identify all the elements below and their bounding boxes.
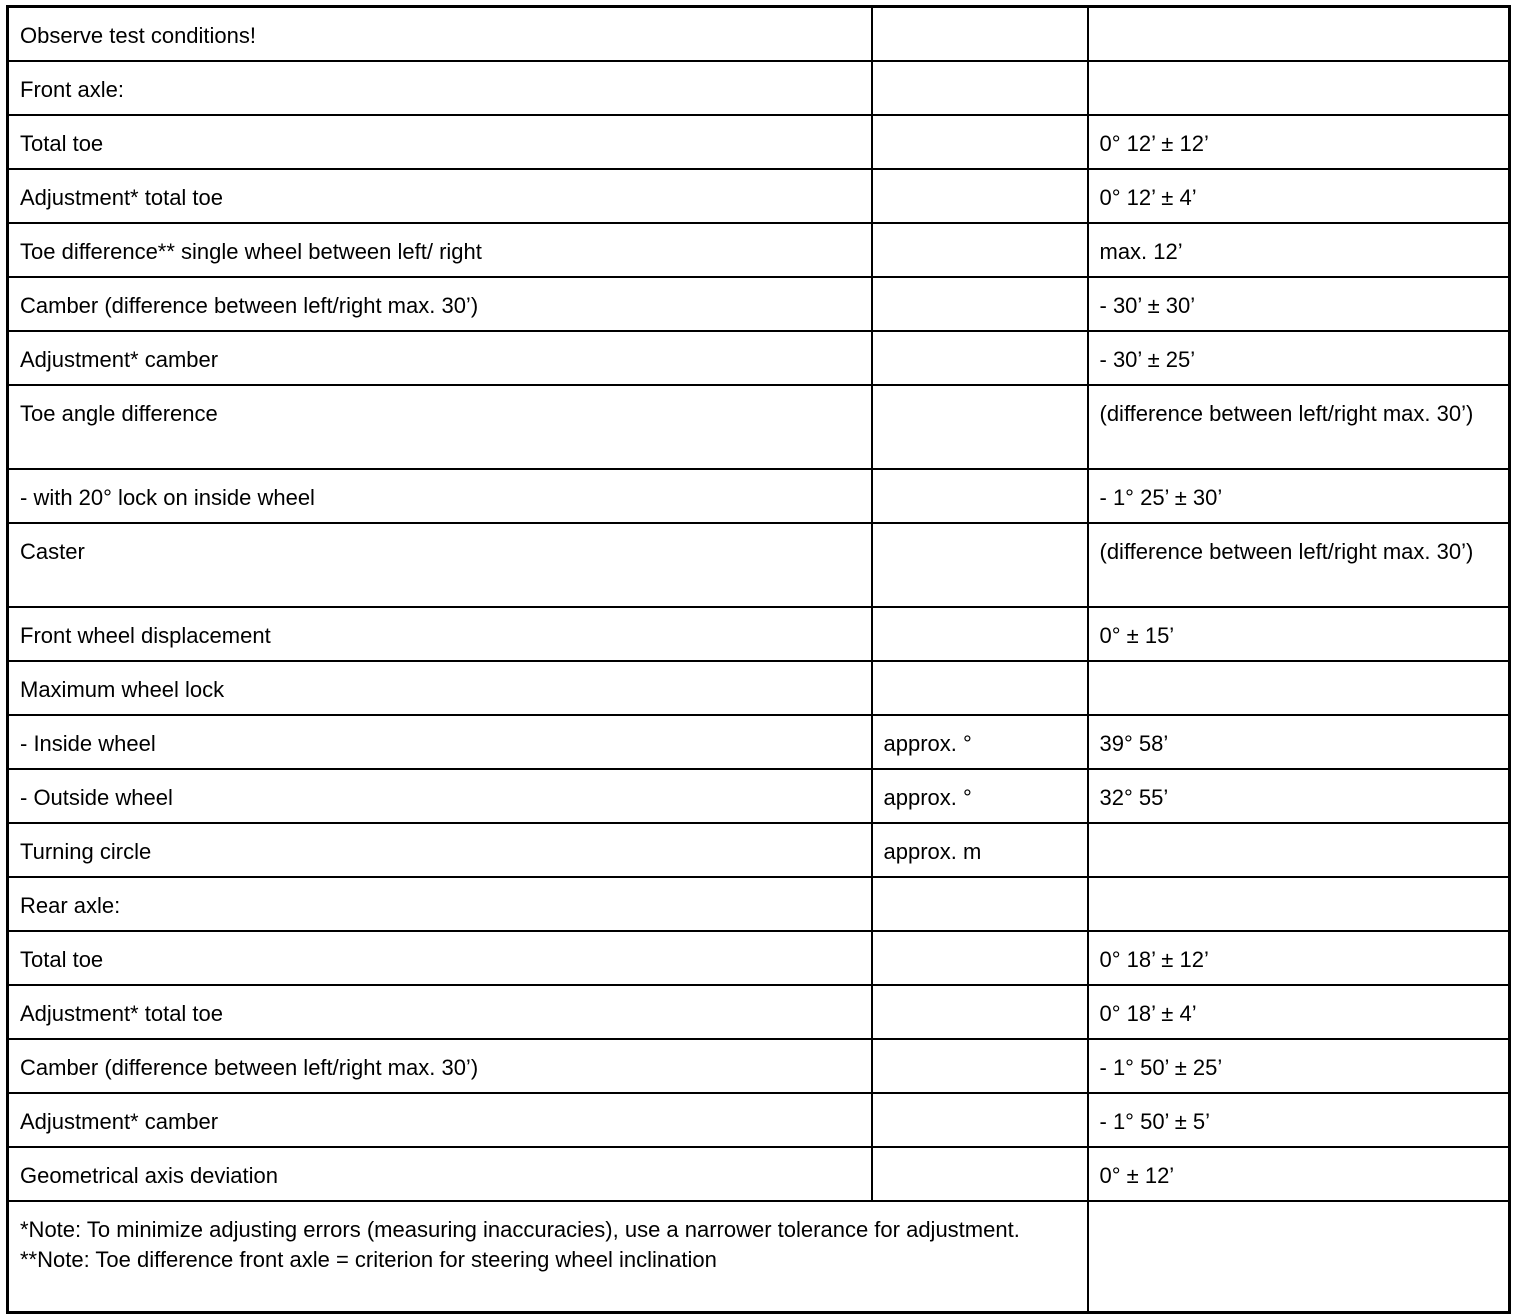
spec-label-cell: Caster bbox=[8, 523, 872, 607]
spec-value-cell: max. 12’ bbox=[1088, 223, 1510, 277]
spec-label-cell: Adjustment* camber bbox=[8, 331, 872, 385]
spec-label-cell: Front axle: bbox=[8, 61, 872, 115]
spec-value-cell: (difference between left/right max. 30’) bbox=[1088, 523, 1510, 607]
spec-row bbox=[8, 523, 1510, 607]
spec-unit-cell bbox=[872, 385, 1088, 469]
spec-label-cell: Geometrical axis deviation bbox=[8, 1147, 872, 1201]
spec-value-cell: 0° ± 12’ bbox=[1088, 1147, 1510, 1201]
spec-value-cell bbox=[1088, 61, 1510, 115]
spec-row bbox=[8, 1147, 1510, 1201]
spec-label-cell: Camber (difference between left/right max. 30’) bbox=[8, 1039, 872, 1093]
spec-row bbox=[8, 169, 1510, 223]
spec-value-cell bbox=[1088, 7, 1510, 61]
spec-value-cell: 0° 12’ ± 12’ bbox=[1088, 115, 1510, 169]
spec-unit-cell bbox=[872, 61, 1088, 115]
spec-value-cell: 0° 18’ ± 4’ bbox=[1088, 985, 1510, 1039]
spec-value-cell: 0° ± 15’ bbox=[1088, 607, 1510, 661]
spec-value-cell bbox=[1088, 877, 1510, 931]
alignment-spec-table bbox=[6, 5, 1511, 1314]
spec-row bbox=[8, 823, 1510, 877]
spec-row bbox=[8, 223, 1510, 277]
spec-unit-cell bbox=[872, 331, 1088, 385]
spec-unit-cell: approx. ° bbox=[872, 715, 1088, 769]
spec-row bbox=[8, 7, 1510, 61]
spec-unit-cell bbox=[872, 1147, 1088, 1201]
spec-row bbox=[8, 61, 1510, 115]
note-adjustment-tolerance: *Note: To minimize adjusting errors (measuring inaccuracies), use a narrower tolerance for adjustment. bbox=[20, 1216, 1020, 1242]
spec-unit-cell bbox=[872, 7, 1088, 61]
spec-label-cell: - Inside wheel bbox=[8, 715, 872, 769]
spec-row bbox=[8, 985, 1510, 1039]
spec-unit-cell: approx. ° bbox=[872, 769, 1088, 823]
spec-unit-cell bbox=[872, 523, 1088, 607]
spec-value-cell: 0° 12’ ± 4’ bbox=[1088, 169, 1510, 223]
spec-unit-cell bbox=[872, 223, 1088, 277]
spec-value-cell: (difference between left/right max. 30’) bbox=[1088, 385, 1510, 469]
spec-row bbox=[8, 115, 1510, 169]
spec-unit-cell bbox=[872, 931, 1088, 985]
spec-unit-cell bbox=[872, 277, 1088, 331]
spec-row bbox=[8, 1039, 1510, 1093]
spec-label-cell: Adjustment* camber bbox=[8, 1093, 872, 1147]
spec-label-cell: - Outside wheel bbox=[8, 769, 872, 823]
spec-row bbox=[8, 715, 1510, 769]
spec-value-cell: - 1° 50’ ± 25’ bbox=[1088, 1039, 1510, 1093]
notes-empty-cell bbox=[1088, 1201, 1510, 1313]
spec-unit-cell: approx. m bbox=[872, 823, 1088, 877]
spec-unit-cell bbox=[872, 985, 1088, 1039]
spec-label-cell: Maximum wheel lock bbox=[8, 661, 872, 715]
spec-value-cell: - 1° 25’ ± 30’ bbox=[1088, 469, 1510, 523]
spec-row bbox=[8, 607, 1510, 661]
spec-unit-cell bbox=[872, 1039, 1088, 1093]
spec-row bbox=[8, 769, 1510, 823]
note-toe-difference: **Note: Toe difference front axle = criterion for steering wheel inclination bbox=[20, 1246, 717, 1272]
spec-value-cell: 32° 55’ bbox=[1088, 769, 1510, 823]
spec-unit-cell bbox=[872, 607, 1088, 661]
spec-table-body bbox=[8, 7, 1510, 1313]
spec-label-cell: Observe test conditions! bbox=[8, 7, 872, 61]
spec-value-cell: - 30’ ± 30’ bbox=[1088, 277, 1510, 331]
spec-unit-cell bbox=[872, 115, 1088, 169]
spec-row bbox=[8, 931, 1510, 985]
spec-value-cell: 39° 58’ bbox=[1088, 715, 1510, 769]
spec-row bbox=[8, 1093, 1510, 1147]
spec-value-cell: - 30’ ± 25’ bbox=[1088, 331, 1510, 385]
spec-unit-cell bbox=[872, 169, 1088, 223]
spec-value-cell: 0° 18’ ± 12’ bbox=[1088, 931, 1510, 985]
spec-label-cell: Total toe bbox=[8, 931, 872, 985]
spec-value-cell: - 1° 50’ ± 5’ bbox=[1088, 1093, 1510, 1147]
spec-row bbox=[8, 277, 1510, 331]
spec-label-cell: Total toe bbox=[8, 115, 872, 169]
spec-label-cell: Turning circle bbox=[8, 823, 872, 877]
spec-row bbox=[8, 469, 1510, 523]
spec-value-cell bbox=[1088, 823, 1510, 877]
spec-unit-cell bbox=[872, 1093, 1088, 1147]
spec-unit-cell bbox=[872, 877, 1088, 931]
spec-value-cell bbox=[1088, 661, 1510, 715]
spec-row bbox=[8, 331, 1510, 385]
spec-label-cell: Camber (difference between left/right max. 30’) bbox=[8, 277, 872, 331]
spec-label-cell: Rear axle: bbox=[8, 877, 872, 931]
spec-row bbox=[8, 661, 1510, 715]
notes-row bbox=[8, 1201, 1510, 1313]
spec-label-cell: Toe difference** single wheel between left/ right bbox=[8, 223, 872, 277]
spec-unit-cell bbox=[872, 661, 1088, 715]
spec-label-cell: Adjustment* total toe bbox=[8, 985, 872, 1039]
spec-label-cell: - with 20° lock on inside wheel bbox=[8, 469, 872, 523]
spec-row bbox=[8, 385, 1510, 469]
spec-row bbox=[8, 877, 1510, 931]
wheel-alignment-spec-sheet bbox=[6, 5, 1508, 1314]
spec-unit-cell bbox=[872, 469, 1088, 523]
notes-cell bbox=[8, 1201, 1088, 1313]
spec-label-cell: Adjustment* total toe bbox=[8, 169, 872, 223]
spec-label-cell: Toe angle difference bbox=[8, 385, 872, 469]
spec-label-cell: Front wheel displacement bbox=[8, 607, 872, 661]
